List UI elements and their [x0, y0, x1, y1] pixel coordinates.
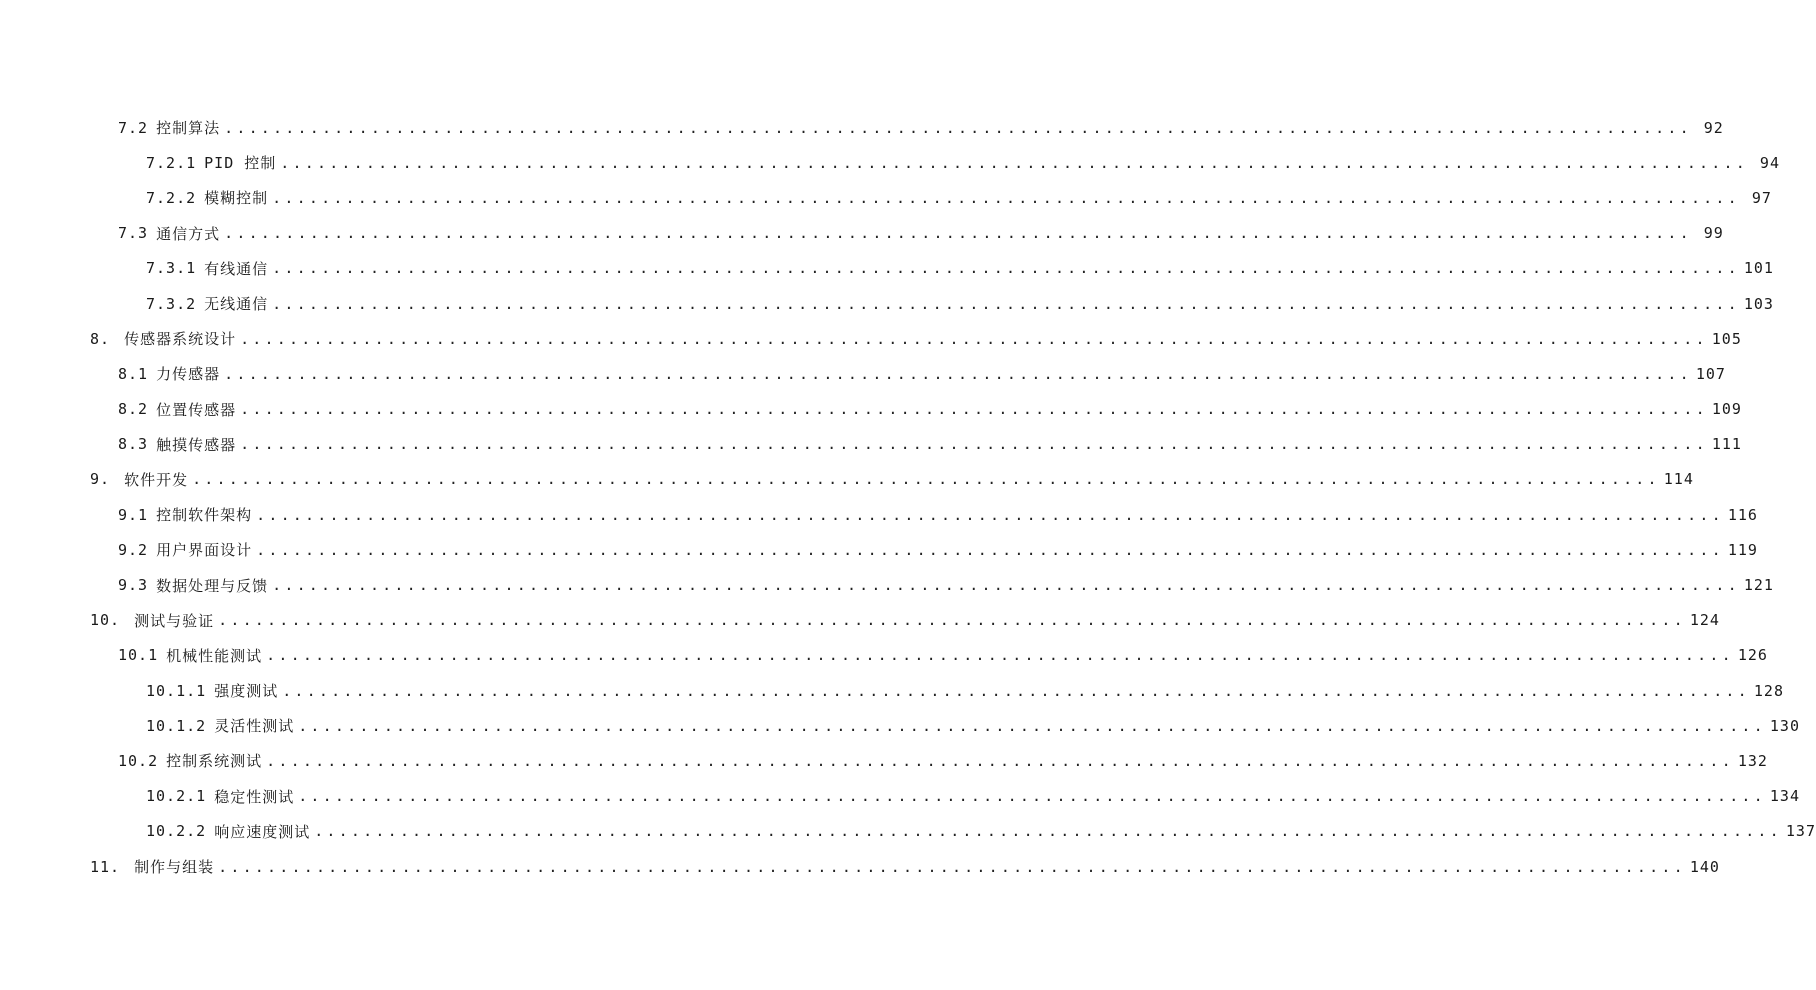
toc-entry-number: 7.3.2: [146, 294, 197, 313]
toc-entry-number: 9.1: [118, 505, 149, 524]
toc-entry-title: 软件开发: [124, 470, 189, 489]
toc-entry-number: 10.: [90, 611, 121, 630]
toc-entry-page-number: 132: [1737, 751, 1768, 770]
toc-entry-title: 触摸传感器: [156, 435, 237, 454]
dot-leader: ........................................................................................................................: [224, 118, 1692, 137]
toc-entry-page-number: 121: [1743, 576, 1774, 595]
toc-entry-title: 数据处理与反馈: [156, 576, 269, 595]
toc-entry[interactable]: [0, 392, 1742, 427]
dot-leader: ........................................................................................................................: [192, 470, 1660, 489]
toc-entry[interactable]: [0, 673, 1784, 708]
dot-leader: ........................................................................................................................: [282, 681, 1750, 700]
toc-entry[interactable]: [0, 180, 1772, 215]
toc-entry-number: 9.3: [118, 576, 149, 595]
dot-leader: ........................................................................................................................: [256, 540, 1724, 559]
dot-leader: ........................................................................................................................: [272, 294, 1740, 313]
toc-entry-page-number: 137: [1785, 822, 1816, 841]
toc-entry[interactable]: [0, 567, 1774, 602]
toc-entry-title: 控制软件架构: [156, 506, 253, 525]
toc-entry-title: 无线通信: [204, 295, 269, 314]
toc-entry-number: 7.2.1: [146, 153, 197, 172]
dot-leader: ........................................................................................................................: [298, 787, 1766, 806]
toc-entry-page-number: 126: [1737, 646, 1768, 665]
toc-entry[interactable]: [0, 532, 1758, 567]
toc-entry[interactable]: [0, 638, 1768, 673]
toc-entry-title: 传感器系统设计: [124, 330, 237, 349]
toc-entry[interactable]: [0, 356, 1726, 391]
toc-entry[interactable]: [0, 110, 1724, 145]
toc-entry-number: 8.1: [118, 364, 149, 383]
toc-entry[interactable]: [0, 743, 1768, 778]
toc-entry-number: 10.2: [118, 751, 159, 770]
dot-leader: ........................................................................................................................: [272, 576, 1740, 595]
toc-entry-page-number: 128: [1753, 681, 1784, 700]
toc-entry-title: 位置传感器: [156, 400, 237, 419]
dot-leader: ........................................................................................................................: [218, 857, 1686, 876]
toc-entry[interactable]: [0, 216, 1724, 251]
dot-leader: ........................................................................................................................: [256, 505, 1724, 524]
toc-entry-title: 稳定性测试: [214, 787, 295, 806]
toc-entry-page-number: 130: [1769, 716, 1800, 735]
toc-entry-page-number: 140: [1689, 857, 1720, 876]
toc-entry-number: 8.2: [118, 400, 149, 419]
toc-entry[interactable]: [0, 321, 1742, 356]
toc-entry-number: 9.2: [118, 540, 149, 559]
toc-entry-page-number: 111: [1711, 435, 1742, 454]
toc-entry-page-number: 97: [1751, 188, 1772, 207]
dot-leader: ........................................................................................................................: [240, 435, 1708, 454]
toc-entry-number: 7.2.2: [146, 188, 197, 207]
toc-entry-title: 控制算法: [156, 119, 221, 138]
toc-entry-page-number: 107: [1695, 364, 1726, 383]
toc-entry-title: 测试与验证: [134, 611, 215, 630]
toc-entry-number: 11.: [90, 857, 121, 876]
toc-entry-number: 8.3: [118, 435, 149, 454]
toc-entry-page-number: 124: [1689, 611, 1720, 630]
toc-entry-title: 制作与组装: [134, 858, 215, 877]
toc-entry-title: 通信方式: [156, 224, 221, 243]
toc-entry-title: PID 控制: [204, 154, 277, 173]
toc-entry-page-number: 119: [1727, 540, 1758, 559]
toc-entry-page-number: 134: [1769, 787, 1800, 806]
toc-entry-title: 机械性能测试: [166, 646, 263, 665]
toc-entry-number: 9.: [90, 470, 111, 489]
toc-entry-number: 7.3.1: [146, 259, 197, 278]
dot-leader: ........................................................................................................................: [240, 329, 1708, 348]
toc-entry-page-number: 92: [1703, 118, 1724, 137]
dot-leader: ........................................................................................................................: [224, 224, 1692, 243]
toc-entry-page-number: 94: [1759, 153, 1780, 172]
dot-leader: ........................................................................................................................: [218, 611, 1686, 630]
toc-entry-number: 7.2: [118, 118, 149, 137]
toc-entry[interactable]: [0, 779, 1800, 814]
toc-entry-number: 10.2.2: [146, 822, 207, 841]
toc-entry-title: 响应速度测试: [214, 822, 311, 841]
toc-entry-page-number: 114: [1663, 470, 1694, 489]
toc-entry-number: 8.: [90, 329, 111, 348]
toc-entry-title: 力传感器: [156, 365, 221, 384]
toc-entry-title: 灵活性测试: [214, 717, 295, 736]
toc-entry-number: 10.2.1: [146, 787, 207, 806]
toc-entry[interactable]: [0, 145, 1780, 180]
toc-entry-title: 有线通信: [204, 259, 269, 278]
toc-entry-page-number: 101: [1743, 259, 1774, 278]
toc-entry-page-number: 99: [1703, 224, 1724, 243]
toc-entry[interactable]: [0, 814, 1816, 849]
dot-leader: ........................................................................................................................: [280, 153, 1748, 172]
dot-leader: ........................................................................................................................: [298, 716, 1766, 735]
toc-entry-title: 控制系统测试: [166, 752, 263, 771]
toc-entry[interactable]: [0, 708, 1800, 743]
dot-leader: ........................................................................................................................: [272, 188, 1740, 207]
toc-entry[interactable]: [0, 427, 1742, 462]
toc-entry-page-number: 103: [1743, 294, 1774, 313]
dot-leader: ........................................................................................................................: [266, 646, 1734, 665]
toc-entry[interactable]: [0, 286, 1774, 321]
toc-entry-title: 用户界面设计: [156, 541, 253, 560]
toc-entry[interactable]: [0, 251, 1774, 286]
dot-leader: ........................................................................................................................: [240, 400, 1708, 419]
toc-entry-page-number: 116: [1727, 505, 1758, 524]
toc-entry-title: 强度测试: [214, 682, 279, 701]
toc-entry[interactable]: [0, 462, 1694, 497]
toc-entry-number: 10.1.1: [146, 681, 207, 700]
toc-entry-title: 模糊控制: [204, 189, 269, 208]
toc-entry-page-number: 109: [1711, 400, 1742, 419]
toc-entry[interactable]: [0, 497, 1758, 532]
table-of-contents: [0, 110, 1816, 884]
toc-entry-number: 10.1: [118, 646, 159, 665]
toc-entry[interactable]: [0, 603, 1720, 638]
dot-leader: ........................................................................................................................: [224, 364, 1692, 383]
dot-leader: ........................................................................................................................: [266, 751, 1734, 770]
dot-leader: ........................................................................................................................: [272, 259, 1740, 278]
toc-entry-number: 10.1.2: [146, 716, 207, 735]
dot-leader: ........................................................................................................................: [314, 822, 1782, 841]
toc-entry-number: 7.3: [118, 224, 149, 243]
toc-entry[interactable]: [0, 849, 1720, 884]
toc-entry-page-number: 105: [1711, 329, 1742, 348]
